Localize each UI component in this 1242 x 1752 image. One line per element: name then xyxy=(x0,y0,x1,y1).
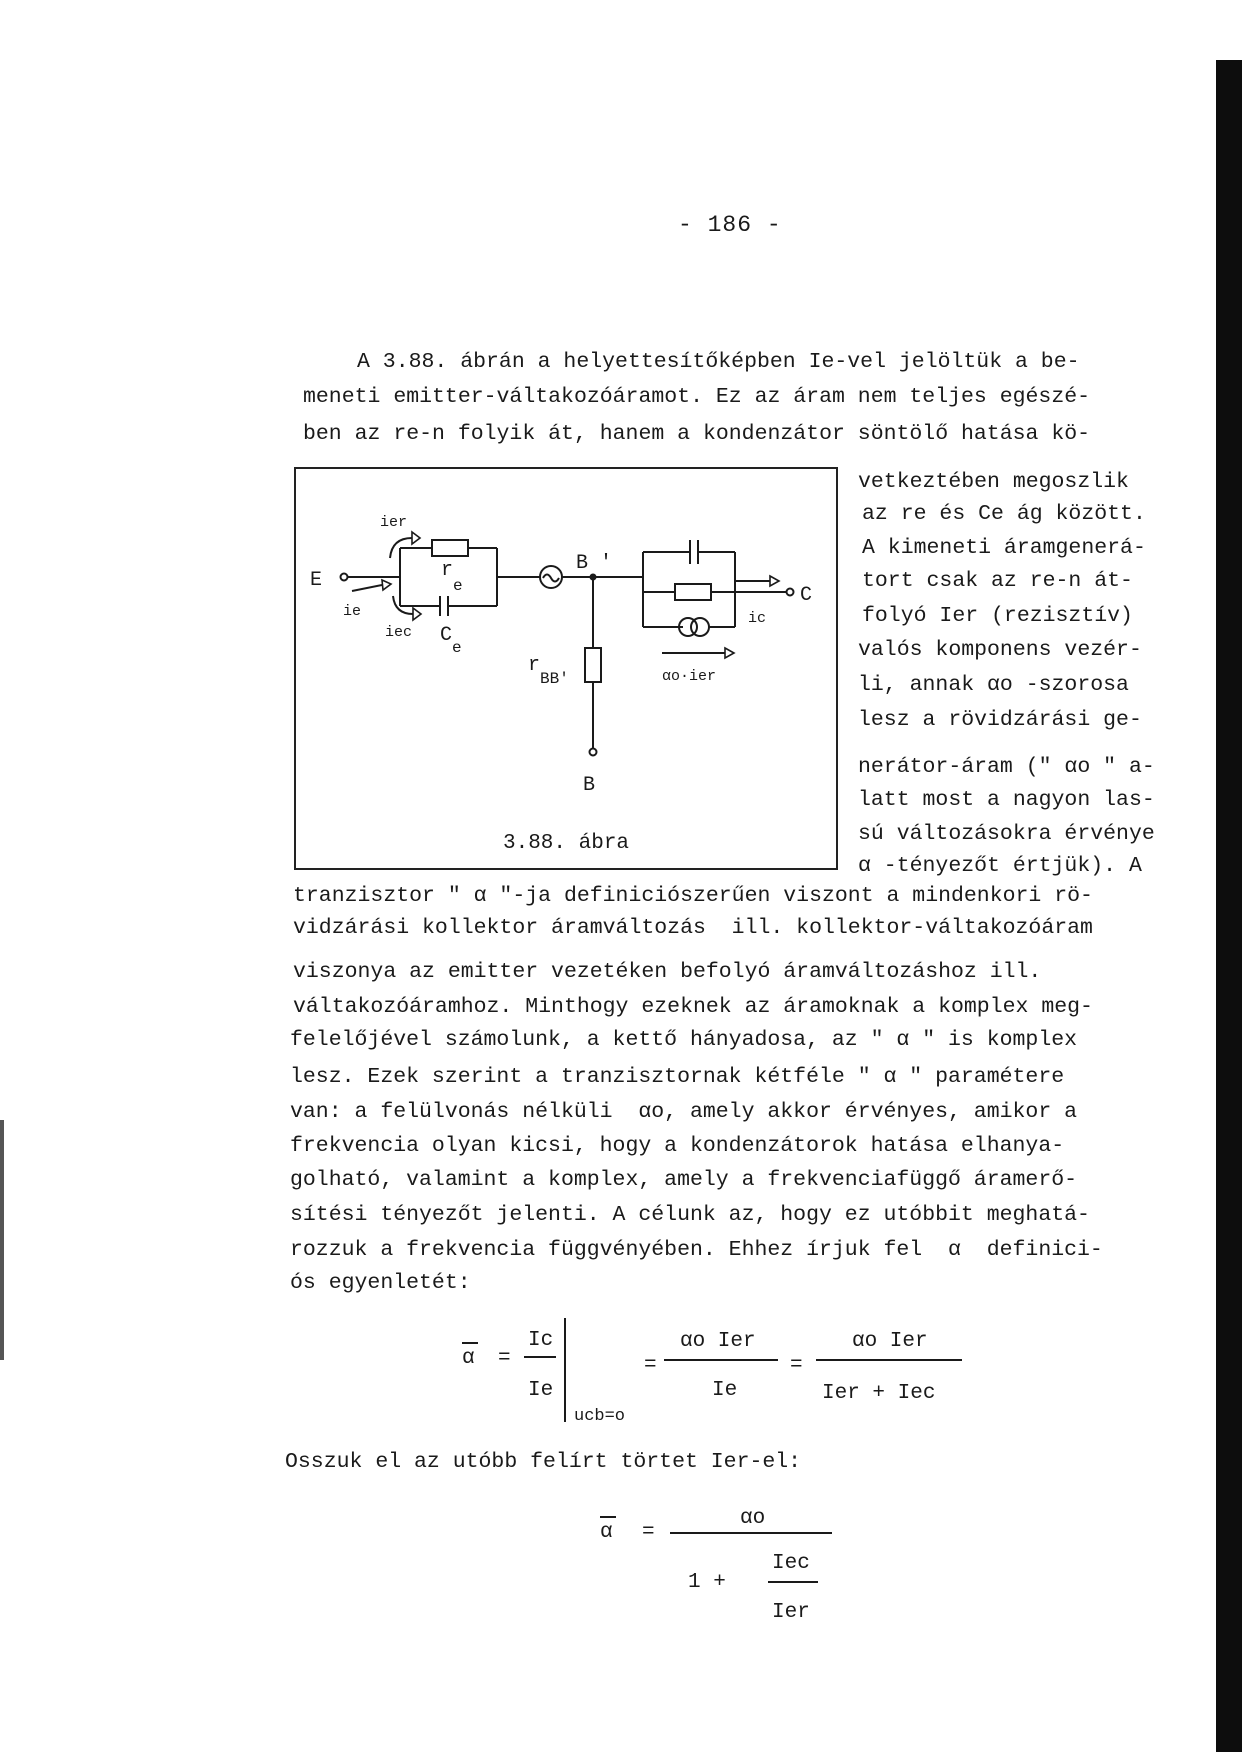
text-line: valós komponens vezér- xyxy=(858,638,1142,662)
text-line: van: a felülvonás nélküli αo, amely akkor érvényes, amikor a xyxy=(290,1100,1078,1124)
label-B: B xyxy=(583,774,596,797)
eq2-equals: = xyxy=(642,1521,655,1544)
text-line: lesz. Ezek szerint a tranzisztornak kétféle " α " paramétere xyxy=(290,1065,1065,1089)
eq1-num1: Ic xyxy=(528,1329,554,1352)
label-ic: ic xyxy=(748,610,767,627)
eq1-den1: Ie xyxy=(528,1379,554,1402)
label-re-sub: e xyxy=(453,577,463,595)
eq2-den-left: 1 + xyxy=(688,1571,726,1594)
text-line: rozzuk a frekvencia függvényében. Ehhez írjuk fel α definici- xyxy=(290,1238,1103,1262)
text-line: viszonya az emitter vezetéken befolyó áramváltozáshoz ill. xyxy=(293,960,1042,984)
label-ier: ier xyxy=(380,514,408,531)
text-line: nerátor-áram (" αo " a- xyxy=(858,755,1155,779)
eq1-equals2: = xyxy=(644,1354,657,1377)
label-Ce: C xyxy=(440,624,453,647)
label-alpha-ier: αo·ier xyxy=(662,668,717,685)
label-E: E xyxy=(310,569,323,592)
eq1-lhs: α xyxy=(462,1347,475,1370)
text-line: latt most a nagyon las- xyxy=(858,788,1155,812)
label-rBB-sub: BB' xyxy=(540,670,569,688)
label-Ce-sub: e xyxy=(452,639,462,657)
text-line: α -tényezőt értjük). A xyxy=(858,854,1142,878)
text-line: A 3.88. ábrán a helyettesítőképben Ie-vel jelöltük a be- xyxy=(357,350,1080,374)
label-B-prime: B ' xyxy=(576,552,613,575)
text-line: sú változásokra érvénye xyxy=(858,822,1155,846)
label-rBB: r xyxy=(528,654,541,677)
text-line: tort csak az re-n át- xyxy=(862,569,1133,593)
text-line: vetkeztében megoszlik xyxy=(858,470,1129,494)
text-line: Osszuk el az utóbb felírt törtet Ier-el: xyxy=(285,1450,802,1474)
text-line: folyó Ier (rezisztív) xyxy=(862,604,1133,628)
eq1-equals: = xyxy=(498,1347,511,1370)
text-line: golható, valamint a komplex, amely a frekvenciafüggő áramerő- xyxy=(290,1168,1078,1192)
text-line: frekvencia olyan kicsi, hogy a kondenzátorok hatása elhanya- xyxy=(290,1134,1065,1158)
text-line: váltakozóáramhoz. Minthogy ezeknek az áramoknak a komplex meg- xyxy=(293,995,1093,1019)
eq2-num: αo xyxy=(740,1507,766,1530)
page-number: - 186 - xyxy=(678,212,782,238)
eq2-lhs: α xyxy=(600,1521,613,1544)
label-C: C xyxy=(800,584,813,607)
text-line: felelőjével számolunk, a kettő hányadosa, az " α " is komplex xyxy=(290,1028,1078,1052)
label-re: r xyxy=(441,559,454,582)
text-line: ben az re-n folyik át, hanem a kondenzátor söntölő hatása kö- xyxy=(303,422,1091,446)
eq1-den2: Ie xyxy=(712,1379,738,1402)
text-line: A kimeneti áramgenerá- xyxy=(862,536,1146,560)
text-line: lesz a rövidzárási ge- xyxy=(858,708,1142,732)
eq1-equals3: = xyxy=(790,1354,803,1377)
label-ie: ie xyxy=(343,603,362,620)
eq1-den3: Ier + Iec xyxy=(822,1382,936,1405)
text-line: sítési tényezőt jelenti. A célunk az, hogy ez utóbbit meghatá- xyxy=(290,1203,1090,1227)
eq2-inner-num: Iec xyxy=(772,1552,810,1575)
text-line: az re és Ce ág között. xyxy=(862,502,1146,526)
eq1-num3: αo Ier xyxy=(852,1330,928,1353)
label-iec: iec xyxy=(385,624,413,641)
text-line: tranzisztor " α "-ja definiciószerűen viszont a mindenkori rö- xyxy=(293,884,1093,908)
text-line: vidzárási kollektor áramváltozás ill. kollektor-váltakozóáram xyxy=(293,916,1093,940)
text-line: ós egyenletét: xyxy=(290,1271,471,1295)
text-line: li, annak αo -szorosa xyxy=(858,673,1129,697)
eq1-condition: ucb=o xyxy=(574,1407,626,1426)
eq2-inner-den: Ier xyxy=(772,1601,810,1624)
text-line: meneti emitter-váltakozóáramot. Ez az áram nem teljes egészé- xyxy=(303,385,1091,409)
eq1-num2: αo Ier xyxy=(680,1330,756,1353)
figure-caption: 3.88. ábra xyxy=(503,832,630,855)
